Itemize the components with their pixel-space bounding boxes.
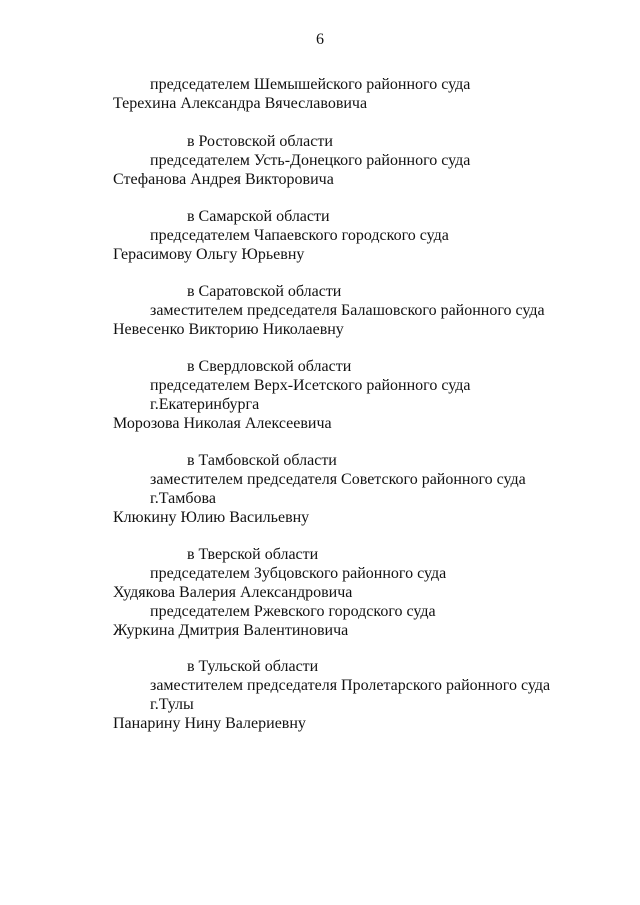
region-heading: в Ростовской области — [187, 133, 333, 150]
position-line: заместителем председателя Пролетарского районного суда — [150, 677, 551, 694]
appointee-name: Клюкину Юлию Васильевну — [113, 509, 310, 526]
appointee-name: Журкина Дмитрия Валентиновича — [113, 622, 349, 639]
position-line: председателем Ржевского городского суда — [150, 603, 436, 620]
appointee-name: Герасимову Ольгу Юрьевну — [113, 246, 305, 263]
region-heading: в Тверской области — [187, 546, 319, 563]
appointee-name: Худякова Валерия Александровича — [113, 584, 353, 601]
appointee-name: Невесенко Викторию Николаевну — [113, 321, 344, 338]
region-heading: в Свердловской области — [187, 358, 352, 375]
position-line: председателем Шемышейского районного суда — [150, 76, 471, 93]
region-heading: в Тамбовской области — [187, 452, 337, 469]
page-number: 6 — [316, 31, 324, 48]
position-line: председателем Чапаевского городского суда — [150, 227, 449, 244]
position-line: председателем Усть-Донецкого районного суда — [150, 152, 471, 169]
position-line: г.Тулы — [150, 696, 194, 713]
region-heading: в Самарской области — [187, 208, 330, 225]
position-line: заместителем председателя Советского районного суда — [150, 471, 526, 488]
position-line: заместителем председателя Балашовского районного суда — [150, 302, 545, 319]
region-heading: в Саратовской области — [187, 283, 342, 300]
appointee-name: Морозова Николая Алексеевича — [113, 415, 332, 432]
appointee-name: Панарину Нину Валериевну — [113, 715, 306, 732]
region-heading: в Тульской области — [187, 658, 319, 675]
position-line: председателем Верх-Исетского районного суда — [150, 377, 471, 394]
position-line: г.Тамбова — [150, 490, 216, 507]
appointee-name: Стефанова Андрея Викторовича — [113, 171, 334, 188]
position-line: г.Екатеринбурга — [150, 396, 260, 413]
position-line: председателем Зубцовского районного суда — [150, 565, 447, 582]
appointee-name: Терехина Александра Вячеславовича — [113, 95, 368, 112]
